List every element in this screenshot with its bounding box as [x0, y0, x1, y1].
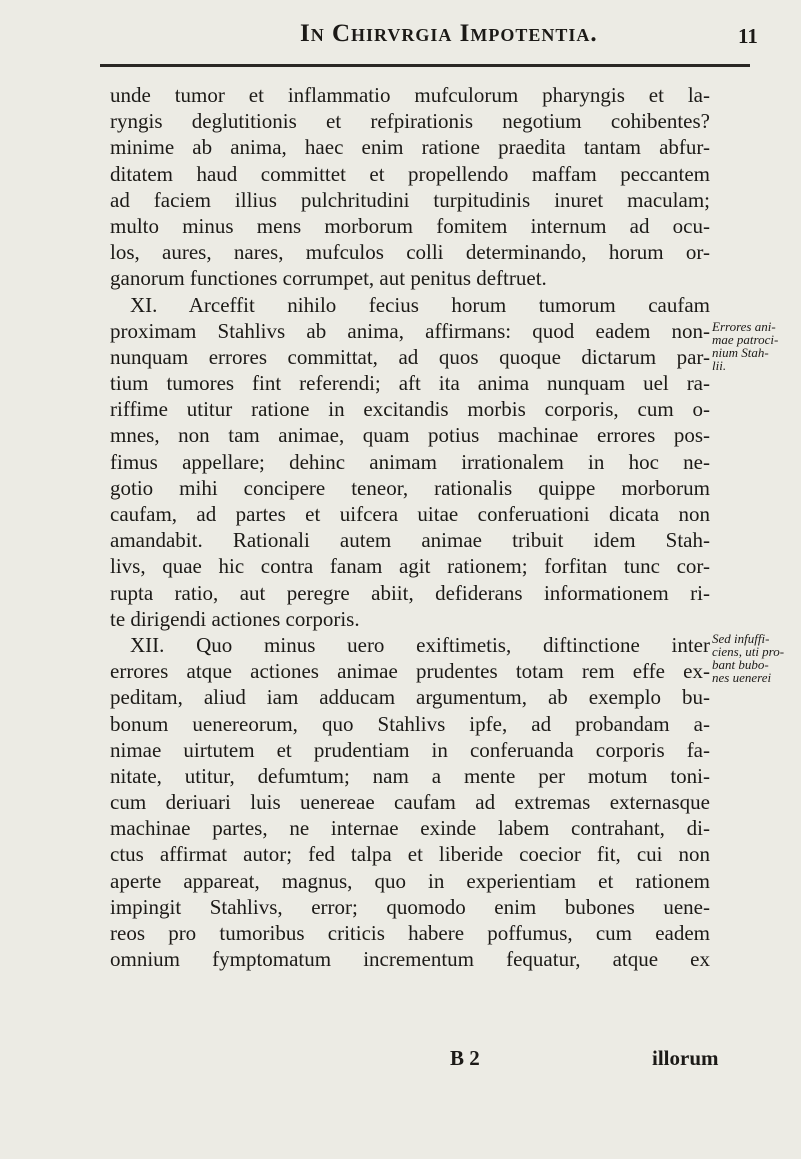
text-line: reos pro tumoribus criticis habere poffumus, cum eadem: [110, 921, 710, 945]
text-line: rupta ratio, aut peregre abiit, defiderans informationem ri-: [110, 580, 710, 605]
text-line: amandabit. Rationali autem animae tribuit idem Stah-: [110, 528, 710, 553]
margin-note-line: nes uenerei: [712, 670, 772, 685]
running-head: [0, 20, 801, 60]
text-line: fimus appellare; dehinc animam irrationalem in hoc ne-: [110, 449, 710, 474]
section-start-xii: XII. Quo minus uero exiftimetis, diftinctione inter: [130, 632, 710, 657]
text-line: ganorum functiones corrumpet, aut penitus deftruet.: [110, 266, 547, 291]
text-line: caufam, ad partes et uifcera uitae conferuationi dicata non: [110, 502, 710, 526]
margin-note-line: mae patroci-: [712, 332, 779, 347]
text-line: errores atque actiones animae prudentes totam rem effe ex-: [110, 659, 710, 684]
body-text: [110, 82, 710, 972]
margin-note-line: ciens, uti pro-: [712, 644, 785, 659]
text-line: proximam Stahlivs ab anima, affirmans: quod eadem non-: [110, 318, 710, 343]
text-line: machinae partes, ne internae exinde labem contrahant, di-: [110, 816, 710, 841]
text-line: ad faciem illius pulchritudini turpitudinis inuret maculam;: [110, 187, 710, 212]
signature-mark: B 2: [450, 1046, 480, 1070]
text-line: cum deriuari luis uenereae caufam ad extremas externasque: [110, 790, 710, 815]
text-line: livs, quae hic contra fanam agit rationem; forfitan tunc cor-: [110, 554, 710, 579]
text-line: nimae uirtutem et prudentiam in conferuanda corporis fa-: [110, 737, 710, 762]
text-line: los, aures, nares, mufculos colli determinando, horum or-: [110, 240, 710, 265]
text-line: gotio mihi concipere teneor, rationalis quippe morborum: [110, 475, 710, 500]
text-line: riffime utitur ratione in excitandis morbis corporis, cum o-: [110, 397, 710, 422]
text-line: nunquam errores committat, ad quos quoque dictarum par-: [110, 344, 710, 369]
text-line: ryngis deglutitionis et refpirationis negotium cohibentes?: [110, 109, 710, 134]
text-line: mnes, non tam animae, quam potius machinae errores pos-: [110, 423, 710, 448]
text-line: minime ab anima, haec enim ratione praedita tantam abfur-: [110, 135, 710, 160]
margin-note-sed: [712, 632, 790, 684]
margin-note-line: Errores ani-: [712, 319, 776, 334]
text-line: omnium fymptomatum incrementum fequatur, atque ex: [110, 947, 710, 972]
catchword: illorum: [652, 1046, 719, 1070]
section-start-xi: XI. Arceffit nihilo fecius horum tumorum caufam: [130, 292, 710, 317]
header-rule: [100, 64, 750, 67]
text-line: te dirigendi actiones corporis.: [110, 606, 360, 631]
margin-note-line: Sed infuffi-: [712, 631, 770, 646]
text-line: multo minus mens morborum fomitem internum ad ocu-: [110, 213, 710, 238]
text-line: tium tumores fint referendi; aft ita anima nunquam uel ra-: [110, 371, 710, 396]
text-line: peditam, aliud iam adducam argumentum, ab exemplo bu-: [110, 685, 710, 710]
text-line: aperte appareat, magnus, quo in experientiam et rationem: [110, 868, 710, 893]
margin-note-errores: [712, 320, 790, 372]
text-line: ditatem haud committet et propellendo maffam peccantem: [110, 161, 710, 186]
text-line: bonum uenereorum, quo Stahlivs ipfe, ad probandam a-: [110, 711, 710, 736]
margin-note-line: lii.: [712, 358, 727, 373]
margin-note-line: nium Stah-: [712, 345, 769, 360]
margin-note-line: bant bubo-: [712, 657, 769, 672]
text-line: ctus affirmat autor; fed talpa et liberide coecior fit, cui non: [110, 842, 710, 867]
running-title: In Chirvrgia Impotentia.: [300, 20, 598, 47]
text-line: impingit Stahlivs, error; quomodo enim bubones uene-: [110, 894, 710, 919]
text-line: nitate, utitur, defumtum; nam a mente per motum toni-: [110, 763, 710, 788]
text-line: unde tumor et inflammatio mufculorum pharyngis et la-: [110, 83, 710, 107]
page-number: 11: [738, 24, 758, 48]
